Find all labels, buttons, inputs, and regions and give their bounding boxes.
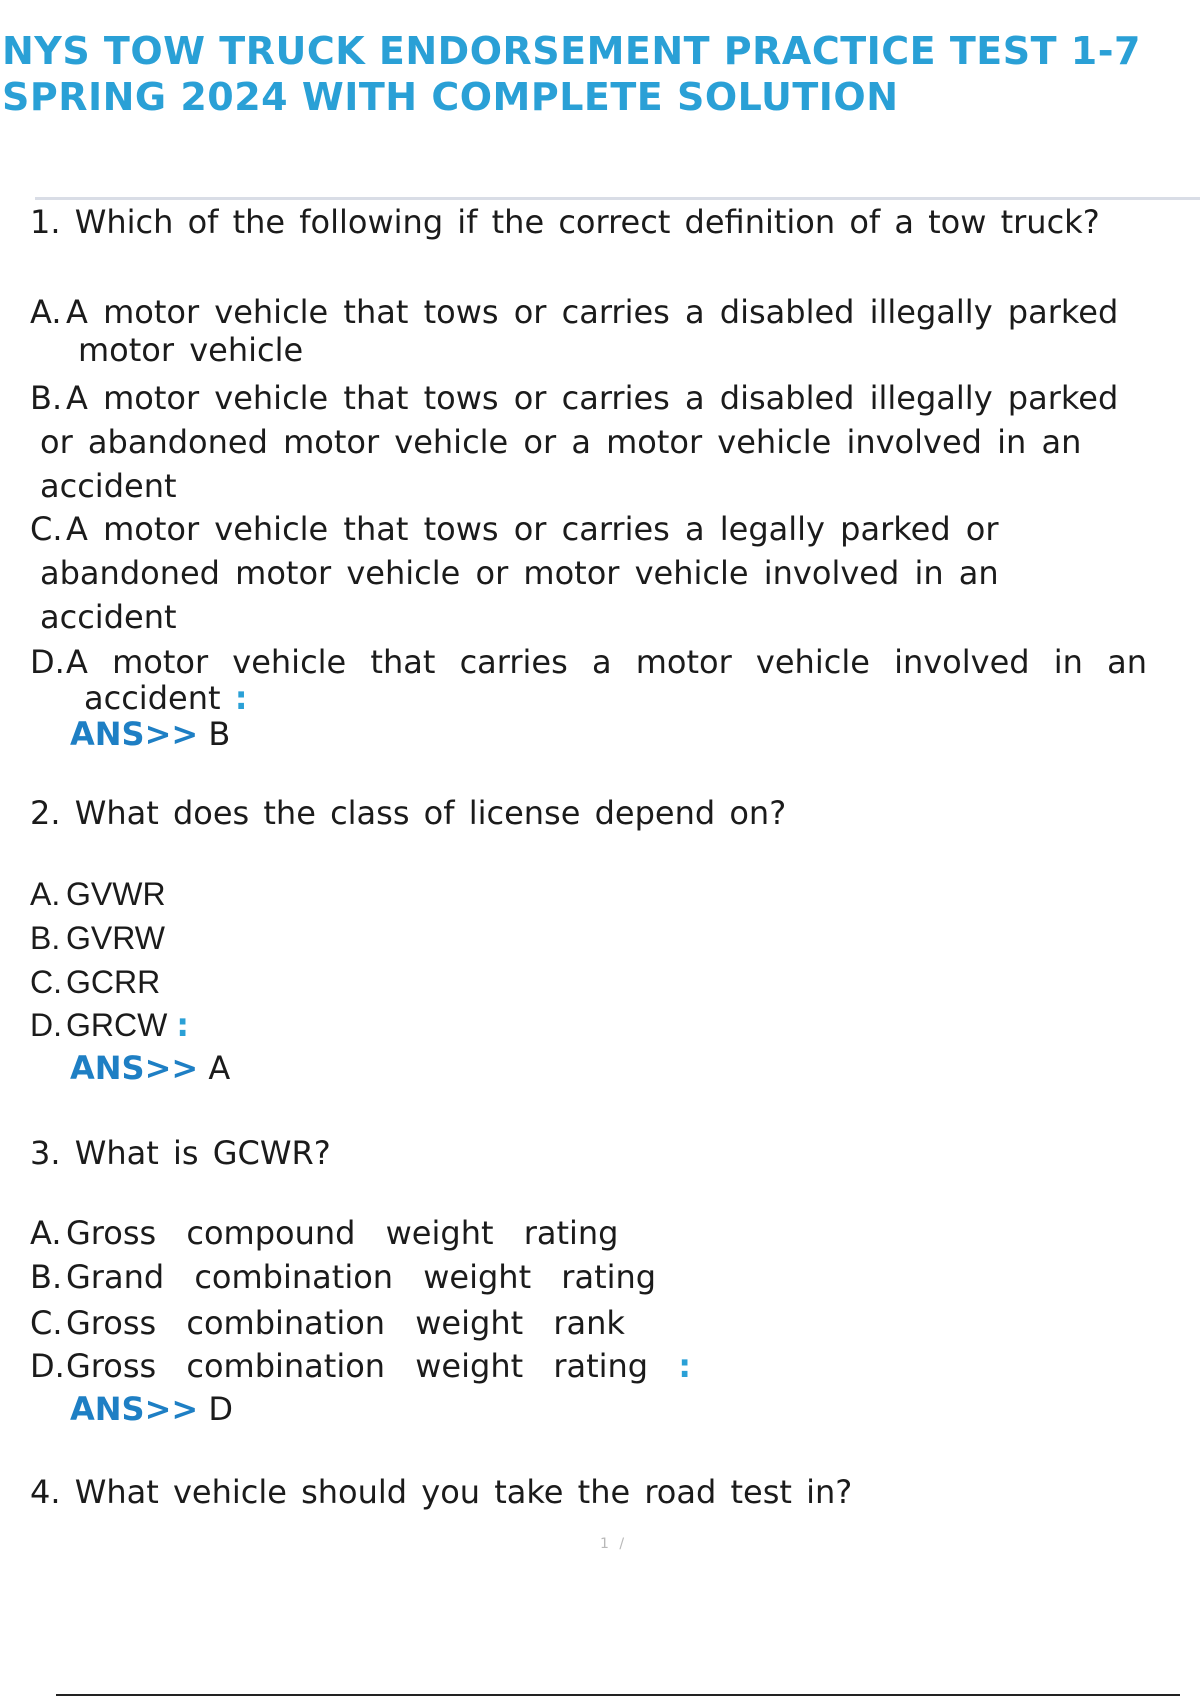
question-1-option-b [30, 376, 1180, 508]
title-line-2: SPRING 2024 WITH COMPLETE SOLUTION [2, 75, 899, 119]
colon-marker: : [176, 1006, 189, 1044]
option-letter: C. [30, 1304, 63, 1342]
option-letter: A. [30, 1214, 62, 1252]
question-2-option-a [30, 872, 1180, 916]
option-text-continued: accident [84, 679, 221, 717]
divider [35, 197, 1200, 200]
question-1-answer [70, 714, 230, 754]
colon-marker: : [678, 1347, 692, 1385]
option-letter: D. [30, 1007, 62, 1043]
answer-value: A [208, 1049, 231, 1087]
option-letter: D. [30, 1347, 65, 1385]
question-1-option-a [30, 290, 1180, 372]
footer-rule [56, 1694, 1180, 1696]
question-3-option-b [30, 1255, 1180, 1299]
option-text: A motor vehicle that carries a motor vehicle involved in an [66, 643, 1147, 681]
page-number: 1 / [600, 1536, 628, 1552]
option-letter: D. [30, 643, 65, 681]
option-text: Gross combination weight rank [66, 1304, 625, 1342]
question-1-text: 1. Which of the following if the correct definition of a tow truck? [30, 203, 1100, 241]
option-text: Grand combination weight rating [66, 1258, 657, 1296]
question-1-option-c [30, 507, 1180, 639]
colon-marker: : [234, 679, 248, 717]
option-text: Gross compound weight rating [66, 1214, 619, 1252]
option-text: GVRW [66, 920, 165, 956]
title-line-1: NYS TOW TRUCK ENDORSEMENT PRACTICE TEST 1-7 [2, 29, 1141, 73]
question-2-option-d [30, 1003, 1180, 1047]
option-text: GRCW [66, 1007, 168, 1043]
option-letter: B. [30, 920, 61, 956]
question-2-answer [70, 1048, 230, 1088]
answer-value: B [208, 715, 231, 753]
option-text-continued: or abandoned motor vehicle or a motor vehicle involved in an [40, 423, 1082, 461]
option-text: A motor vehicle that tows or carries a disabled illegally parked [66, 293, 1119, 331]
option-text: GCRR [66, 964, 161, 1000]
question-3-option-c [30, 1301, 1180, 1345]
answer-label: ANS>> [70, 1390, 199, 1428]
option-letter: B. [30, 1258, 63, 1296]
question-3-option-d [30, 1344, 1180, 1388]
question-4-text: 4. What vehicle should you take the road test in? [30, 1473, 853, 1511]
answer-label: ANS>> [70, 1049, 199, 1087]
question-2-option-c [30, 960, 1180, 1004]
option-letter: C. [30, 510, 63, 548]
document-title [2, 28, 1182, 120]
option-letter: A. [30, 293, 62, 331]
option-text: Gross combination weight rating [66, 1347, 649, 1385]
question-3-text: 3. What is GCWR? [30, 1134, 331, 1172]
answer-value: D [208, 1390, 234, 1428]
option-text: GVWR [66, 876, 166, 912]
question-3-answer [70, 1389, 233, 1429]
option-letter: A. [30, 876, 61, 912]
option-text-continued: motor vehicle [78, 331, 304, 369]
option-text: A motor vehicle that tows or carries a disabled illegally parked [66, 379, 1119, 417]
answer-label: ANS>> [70, 715, 199, 753]
option-text: A motor vehicle that tows or carries a legally parked or [66, 510, 999, 548]
question-2-option-b [30, 916, 1180, 960]
question-2-text: 2. What does the class of license depend on? [30, 794, 787, 832]
option-text-continued: accident [40, 467, 177, 505]
option-letter: C. [30, 964, 62, 1000]
question-1-option-d [30, 640, 1180, 720]
question-3-option-a [30, 1211, 1180, 1255]
option-text-continued: accident [40, 598, 177, 636]
option-letter: B. [30, 379, 63, 417]
option-text-continued: abandoned motor vehicle or motor vehicle involved in an [40, 554, 999, 592]
